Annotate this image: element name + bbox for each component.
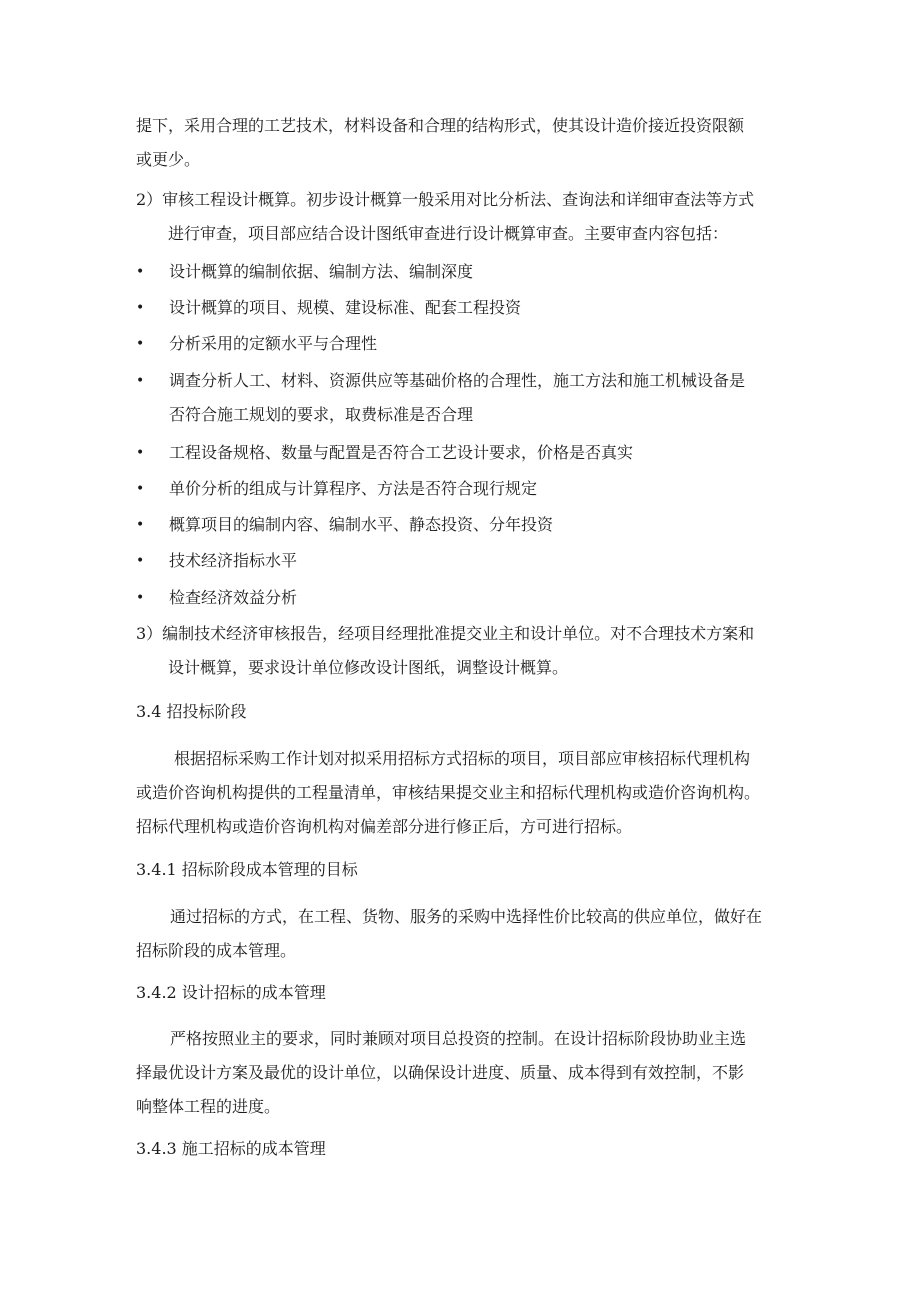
bullet-text: 检查经济效益分析 bbox=[169, 588, 298, 607]
text-line: 3）编制技术经济审核报告，经项目经理批准提交业主和设计单位。对不合理技术方案和 bbox=[136, 624, 755, 643]
text-line: 设计概算，要求设计单位修改设计图纸，调整设计概算。 bbox=[168, 658, 569, 677]
text-line: 响整体工程的进度。 bbox=[136, 1097, 281, 1116]
bullet-text: 分析采用的定额水平与合理性 bbox=[169, 334, 378, 353]
bullet-text: 概算项目的编制内容、编制水平、静态投资、分年投资 bbox=[169, 515, 554, 534]
text-line: 严格按照业主的要求，同时兼顾对项目总投资的控制。在设计招标阶段协助业主选 bbox=[170, 1029, 747, 1048]
text-line: 2）审核工程设计概算。初步设计概算一般采用对比分析法、查询法和详细审查法等方式 bbox=[136, 190, 755, 209]
bullet-text: 设计概算的项目、规模、建设标准、配套工程投资 bbox=[169, 298, 522, 317]
section-heading-3-4-2: 3.4.2 设计招标的成本管理 bbox=[136, 983, 326, 1002]
bullet-text: 工程设备规格、数量与配置是否符合工艺设计要求，价格是否真实 bbox=[169, 443, 634, 462]
list-item-2 bbox=[136, 183, 754, 251]
bullet-text: 调查分析人工、材料、资源供应等基础价格的合理性，施工方法和施工机械设备是 bbox=[169, 371, 746, 390]
bullet-icon: • bbox=[136, 445, 145, 461]
section-3-4-paragraph bbox=[136, 742, 760, 844]
bullet-text: 否符合施工规划的要求，取费标准是否合理 bbox=[169, 405, 474, 424]
text-line: 或更少。 bbox=[136, 150, 201, 169]
text-line: 或造价咨询机构提供的工程量清单，审核结果提交业主和招标代理机构或造价咨询机构。 bbox=[136, 783, 761, 802]
text-line: 进行审查，项目部应结合设计图纸审查进行设计概算审查。主要审查内容包括： bbox=[168, 224, 729, 243]
bullet-icon: • bbox=[136, 590, 145, 606]
bullet-icon: • bbox=[136, 336, 145, 352]
bullet-text: 设计概算的编制依据、编制方法、编制深度 bbox=[169, 262, 474, 281]
section-3-4-1-paragraph bbox=[136, 900, 762, 968]
bullet-text: 技术经济指标水平 bbox=[169, 551, 298, 570]
text-line: 根据招标采购工作计划对拟采用招标方式招标的项目，项目部应审核招标代理机构 bbox=[174, 749, 751, 768]
bullet-icon: • bbox=[136, 300, 145, 316]
text-line: 通过招标的方式，在工程、货物、服务的采购中选择性价比较高的供应单位，做好在 bbox=[170, 907, 763, 926]
text-line: 择最优设计方案及最优的设计单位，以确保设计进度、质量、成本得到有效控制，不影 bbox=[136, 1063, 745, 1082]
text-line: 招标阶段的成本管理。 bbox=[136, 941, 297, 960]
bullet-icon: • bbox=[136, 264, 145, 280]
bullet-icon: • bbox=[136, 373, 145, 389]
text-line: 提下，采用合理的工艺技术，材料设备和合理的结构形式，使其设计造价接近投资限额 bbox=[136, 116, 745, 135]
section-3-4-2-paragraph bbox=[136, 1022, 746, 1124]
bullet-text: 单价分析的组成与计算程序、方法是否符合现行规定 bbox=[169, 479, 538, 498]
section-heading-3-4: 3.4 招投标阶段 bbox=[136, 702, 247, 721]
section-heading-3-4-1: 3.4.1 招标阶段成本管理的目标 bbox=[136, 860, 358, 879]
bullet-icon: • bbox=[136, 553, 145, 569]
list-item-3 bbox=[136, 617, 754, 685]
text-line: 招标代理机构或造价咨询机构对偏差部分进行修正后，方可进行招标。 bbox=[136, 817, 633, 836]
continuation-paragraph bbox=[136, 109, 744, 177]
section-heading-3-4-3: 3.4.3 施工招标的成本管理 bbox=[136, 1139, 326, 1158]
bullet-icon: • bbox=[136, 481, 145, 497]
bullet-icon: • bbox=[136, 517, 145, 533]
